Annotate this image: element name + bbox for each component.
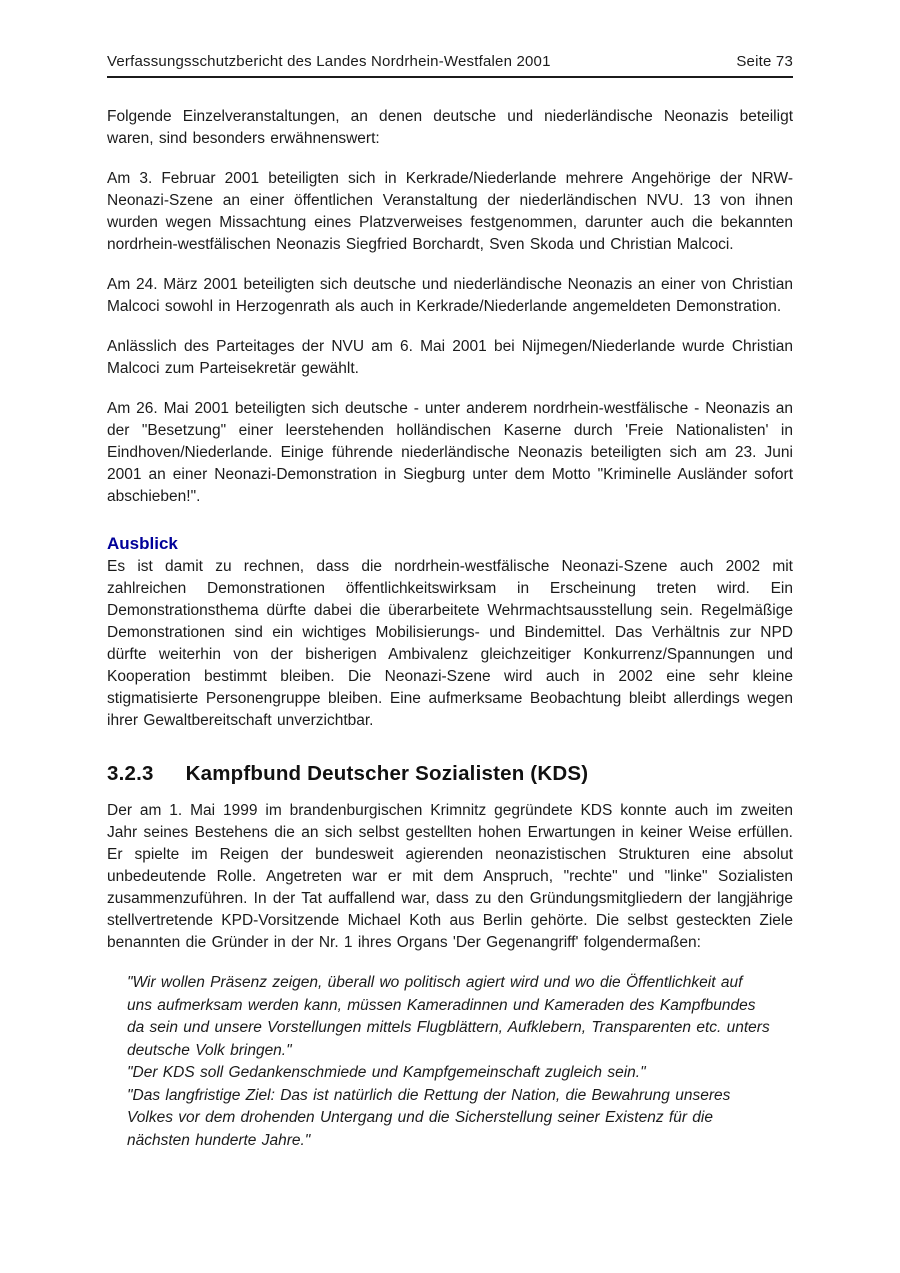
section-heading	[107, 762, 793, 786]
quote-langfristiges-ziel: "Das langfristige Ziel: Das ist natürlich die Rettung der Nation, die Bewahrung unseres Volkes vor dem drohenden Untergang und die Sicherstellung seiner Existenz für die nächsten hunderte Jahre."	[127, 1086, 731, 1149]
paragraph-event-march: Am 24. März 2001 beteiligten sich deutsche und niederländische Neonazis an einer von Christian Malcoci sowohl in Herzogenrath als auch in Kerkrade/Niederlande angemeldeten Demonstration.	[107, 276, 793, 315]
header-title: Verfassungsschutzbericht des Landes Nordrhein-Westfalen 2001	[107, 53, 551, 70]
ausblick-heading: Ausblick	[107, 534, 178, 553]
paragraph-event-february: Am 3. Februar 2001 beteiligten sich in Kerkrade/Niederlande mehrere Angehörige der NRW-Neonazi-Szene an einer öffentlichen Veranstaltung der niederländischen NVU. 13 von ihnen wurden wegen Missachtung eines Platzverweises festgenommen, darunter auch die bekannten nordrhein-westfälischen Neonazis Siegfried Borchardt, Sven Skoda und Christian Malcoci.	[107, 170, 793, 253]
paragraph-intro: Folgende Einzelveranstaltungen, an denen deutsche und niederländische Neonazis beteiligt waren, sind besonders erwähnenswert:	[107, 108, 793, 147]
page-body	[107, 106, 793, 1152]
quote-gedankenschmiede: "Der KDS soll Gedankenschmiede und Kampfgemeinschaft zugleich sein."	[127, 1064, 646, 1081]
paragraph-event-may-parteitag: Anlässlich des Parteitages der NVU am 6. Mai 2001 bei Nijmegen/Niederlande wurde Christian Malcoci zum Parteisekretär gewählt.	[107, 338, 793, 377]
quote-praesenz: "Wir wollen Präsenz zeigen, überall wo politisch agiert wird und wo die Öffentlichkeit auf uns aufmerksam werden kann, müssen Kameradinnen und Kameraden des Kampfbundes da sein und unsere Vorstellungen mittels Flugblättern, Aufklebern, Transparenten etc. unters deutsche Volk bringen."	[127, 974, 770, 1059]
quote-block	[127, 972, 771, 1152]
header-page-number: Seite 73	[736, 53, 793, 70]
page-header	[107, 53, 793, 76]
section-number: 3.2.3	[107, 762, 154, 785]
paragraph-ausblick: Es ist damit zu rechnen, dass die nordrhein-westfälische Neonazi-Szene auch 2002 mit zahlreichen Demonstrationen öffentlichkeitswirksam in Erscheinung treten wird. Ein Demonstrationsthema dürfte dabei die überarbeitete Wehrmachtsausstellung sein. Regelmäßige Demonstrationen sind ein wichtiges Mobilisierungs- und Bindemittel. Das Verhältnis zur NPD dürfte weiterhin von der bisherigen Ambivalenz gleichzeitiger Konkurrenz/Spannungen und Kooperation bestimmt bleiben. Die Neonazi-Szene wird auch in 2002 eine sehr kleine stigmatisierte Personengruppe bleiben. Eine aufmerksame Beobachtung bleibt allerdings wegen ihrer Gewaltbereitschaft unverzichtbar.	[107, 558, 793, 729]
section-title: Kampfbund Deutscher Sozialisten (KDS)	[185, 762, 589, 785]
header-rule	[107, 76, 793, 78]
paragraph-section-kds: Der am 1. Mai 1999 im brandenburgischen Krimnitz gegründete KDS konnte auch im zweiten Jahr seines Bestehens die an sich selbst gestellten hohen Erwartungen in keiner Weise erfüllen. Er spielte im Reigen der bundesweit agierenden neonazistischen Strukturen eine absolut unbedeutende Rolle. Angetreten war er mit dem Anspruch, "rechte" und "linke" Sozialisten zusammenzuführen. In der Tat auffallend war, dass zu den Gründungsmitgliedern der langjährige stellvertretende KPD-Vorsitzende Michael Koth aus Berlin gehörte. Die selbst gesteckten Ziele benannten die Gründer in der Nr. 1 ihres Organs 'Der Gegenangriff' folgendermaßen:	[107, 802, 793, 951]
paragraph-event-may-kaserne: Am 26. Mai 2001 beteiligten sich deutsche - unter anderem nordrhein-westfälische - Neonazis an der "Besetzung" einer leerstehenden holländischen Kaserne durch 'Freie Nationalisten' in Eindhoven/Niederlande. Einige führende niederländische Neonazis beteiligten sich am 23. Juni 2001 an einer Neonazi-Demonstration in Siegburg unter dem Motto "Kriminelle Ausländer sofort abschieben!".	[107, 400, 793, 505]
